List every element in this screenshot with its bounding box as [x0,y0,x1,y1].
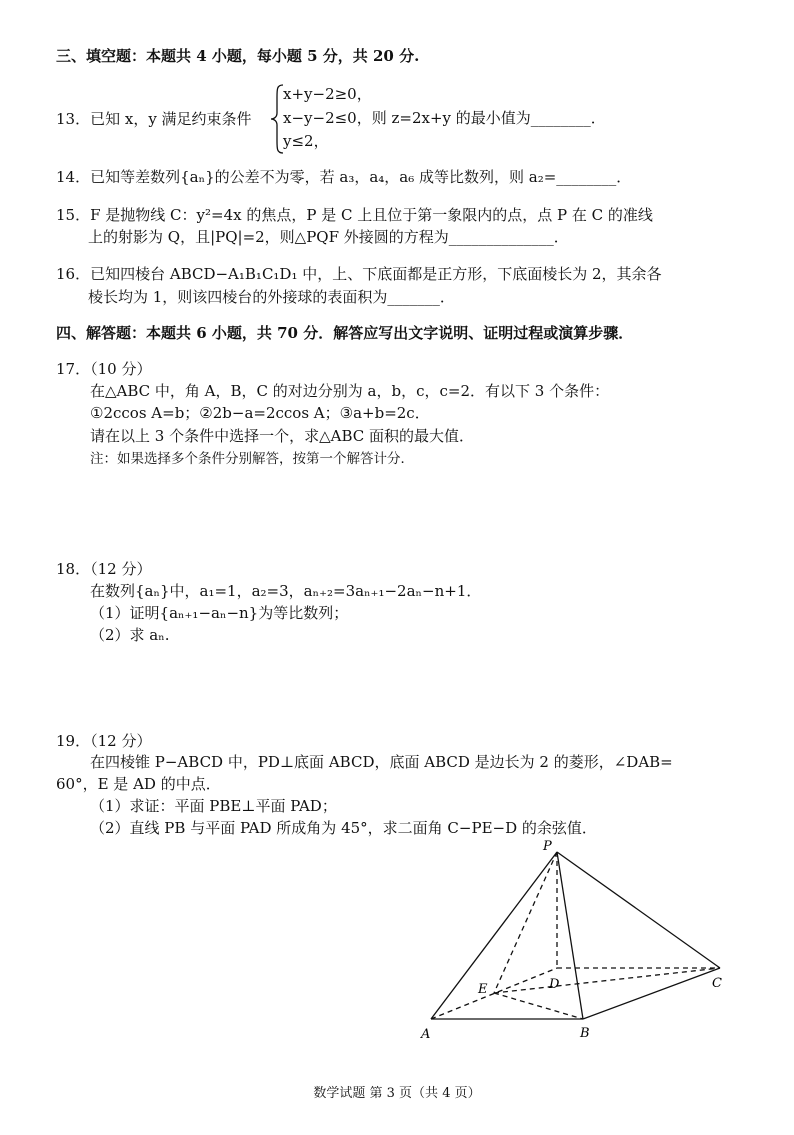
q19-line-4: （2）直线 PB 与平面 PAD 所成角为 45°，求二面角 C−PE−D 的余弦值． [90,819,597,837]
label-e: E [478,982,488,997]
q13-constraint-2: x−y−2≤0，则 z=2x+y 的最小值为________． [283,109,606,127]
q17-line-1: 在△ABC 中，角 A，B，C 的对边分别为 a，b，c，c=2．有以下 3 个条件： [90,382,610,400]
q15-line-2: 上的射影为 Q，且|PQ|=2，则△PQF 外接圆的方程为______________． [88,228,569,246]
section-3-heading: 三、填空题：本题共 4 小题，每小题 5 分，共 20 分. [56,47,420,65]
q13-constraint-1: x+y−2≥0， [283,85,372,103]
q17-head: 17．（10 分） [56,360,152,378]
label-p: P [543,839,552,854]
q15-line-1: 15．F 是抛物线 C：y²=4x 的焦点，P 是 C 上且位于第一象限内的点，点 P 在 C 的准线 [56,206,653,224]
label-d: D [549,977,560,992]
q17-line-2: ①2ccos A=b；②2b−a=2ccos A；③a+b=2c． [90,404,430,422]
q17-note: 注：如果选择多个条件分别解答，按第一个解答计分． [90,451,414,467]
section-4-heading: 四、解答题：本题共 6 小题，共 70 分．解答应写出文字说明、证明过程或演算步骤． [56,324,634,342]
q13-prefix: 13．已知 x，y 满足约束条件 [56,110,252,128]
q19-head: 19．（12 分） [56,732,152,750]
q19-line-2: 60°，E 是 AD 的中点． [56,775,221,793]
q19-line-1: 在四棱锥 P−ABCD 中，PD⊥底面 ABCD，底面 ABCD 是边长为 2 的菱形，∠DAB= [90,753,673,771]
q17-line-3: 请在以上 3 个条件中选择一个，求△ABC 面积的最大值． [90,427,474,445]
q18-line-2: （1）证明{aₙ₊₁−aₙ−n}为等比数列； [90,604,349,622]
q18-head: 18．（12 分） [56,560,152,578]
q16-line-1: 16．已知四棱台 ABCD−A₁B₁C₁D₁ 中，上、下底面都是正方形，下底面棱长为 2，其余各 [56,265,662,283]
q19-line-3: （1）求证：平面 PBE⊥平面 PAD； [90,797,337,815]
q18-line-1: 在数列{aₙ}中，a₁=1，a₂=3，aₙ₊₂=3aₙ₊₁−2aₙ−n+1． [90,582,482,600]
q14-text: 14．已知等差数列{aₙ}的公差不为零，若 a₃，a₄，a₆ 成等比数列，则 a₂=________． [56,168,632,186]
q18-line-3: （2）求 aₙ. [90,626,170,644]
q16-line-2: 棱长均为 1，则该四棱台的外接球的表面积为_______． [88,288,455,306]
label-a: A [421,1027,431,1042]
page-footer: 数学试题 第 3 页（共 4 页） [313,1086,481,1101]
q13-constraint-3: y≤2， [283,132,329,150]
label-b: B [580,1026,590,1041]
label-c: C [712,976,722,991]
